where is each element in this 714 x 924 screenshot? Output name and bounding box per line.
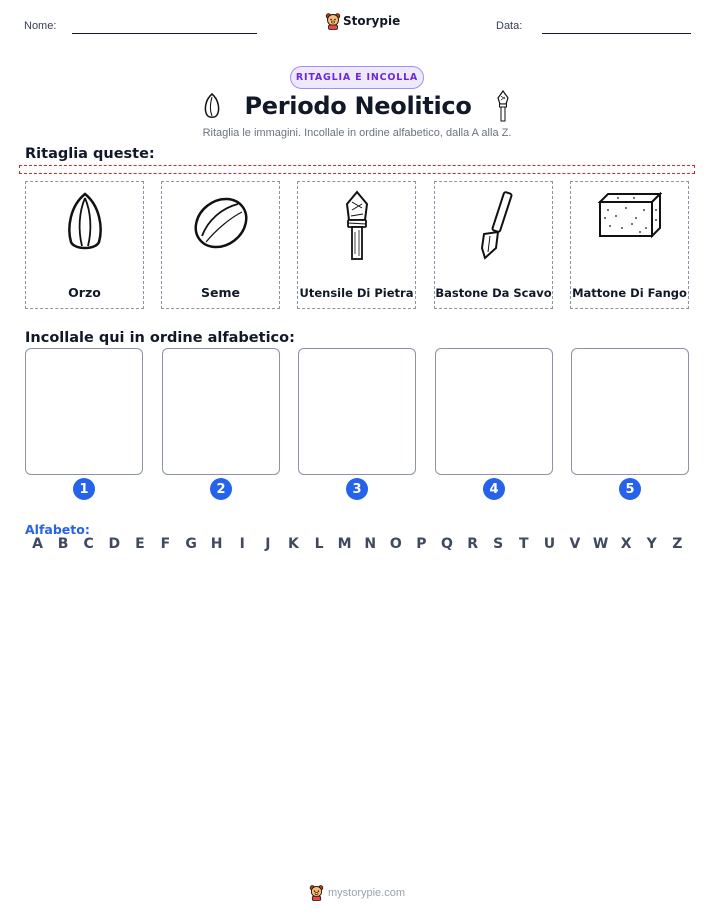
cut-card-bastone[interactable] (434, 181, 553, 309)
slot-number-2: 2 (210, 478, 232, 500)
cut-card-utensile[interactable] (297, 181, 416, 309)
alphabet-letter: T (519, 536, 529, 552)
paste-slot-2[interactable] (162, 348, 280, 475)
mud-brick-icon (596, 190, 664, 242)
card-label: Orzo (68, 285, 101, 300)
alphabet-letter: F (160, 536, 171, 552)
title-row (0, 90, 714, 122)
barley-grain-icon (62, 190, 108, 254)
alphabet-letter: Y (646, 536, 657, 552)
alphabet-letter: M (337, 536, 352, 552)
activity-badge: RITAGLIA E INCOLLA (290, 66, 424, 89)
alphabet-letter: K (288, 536, 299, 552)
alphabet-row (25, 536, 690, 552)
card-label: Bastone Da Scavo (435, 286, 552, 300)
alphabet-title: Alfabeto: (25, 522, 90, 537)
cut-line (19, 165, 695, 174)
bear-mascot-icon (309, 884, 324, 901)
alphabet-letter: H (210, 536, 223, 552)
card-label: Seme (201, 285, 240, 300)
alphabet-letter: G (185, 536, 197, 552)
stone-tool-icon (494, 90, 512, 122)
cut-card-seme[interactable] (161, 181, 280, 309)
alphabet-letter: R (467, 536, 478, 552)
slot-number-1: 1 (73, 478, 95, 500)
cut-section-title: Ritaglia queste: (25, 146, 155, 162)
card-label: Utensile Di Pietra (299, 286, 414, 300)
alphabet-letter: C (83, 536, 94, 552)
alphabet-letter: V (569, 536, 581, 552)
alphabet-letter: L (314, 536, 324, 552)
alphabet-letter: O (389, 536, 402, 552)
alphabet-letter: S (493, 536, 504, 552)
seed-icon (202, 92, 222, 120)
alphabet-letter: P (416, 536, 427, 552)
paste-slot-3[interactable] (298, 348, 416, 475)
alphabet-letter: X (620, 536, 632, 552)
paste-slot-1[interactable] (25, 348, 143, 475)
alphabet-letter: J (265, 536, 271, 552)
name-line[interactable] (72, 33, 257, 34)
name-label: Nome: (24, 20, 57, 32)
alphabet-letter: I (239, 536, 245, 552)
seed-icon (188, 190, 254, 256)
alphabet-letter: D (108, 536, 121, 552)
bear-mascot-icon (325, 12, 341, 30)
brand-logo (325, 12, 400, 30)
footer (0, 884, 714, 901)
cut-card-mattone[interactable] (570, 181, 689, 309)
instructions: Ritaglia le immagini. Incollale in ordine alfabetico, dalla A alla Z. (202, 127, 512, 139)
slot-number-5: 5 (619, 478, 641, 500)
brand-name: Storypie (343, 14, 401, 28)
paste-slot-4[interactable] (435, 348, 553, 475)
paste-section-title: Incollale qui in ordine alfabetico: (25, 330, 295, 346)
slot-number-4: 4 (483, 478, 505, 500)
slot-number-3: 3 (346, 478, 368, 500)
alphabet-letter: W (592, 536, 609, 552)
alphabet-letter: A (32, 536, 43, 552)
card-label: Mattone Di Fango (572, 286, 687, 300)
footer-link[interactable]: mystorypie.com (327, 886, 406, 899)
stone-tool-icon (337, 190, 377, 262)
alphabet-letter: N (364, 536, 377, 552)
alphabet-letter: Z (672, 536, 683, 552)
alphabet-letter: E (135, 536, 145, 552)
paste-slot-5[interactable] (571, 348, 689, 475)
date-label: Data: (496, 20, 523, 32)
digging-stick-icon (470, 190, 518, 262)
alphabet-letter: B (57, 536, 69, 552)
date-line[interactable] (542, 33, 691, 34)
page-title: Periodo Neolitico (244, 92, 472, 120)
alphabet-letter: U (543, 536, 556, 552)
alphabet-letter: Q (441, 536, 453, 552)
cut-card-orzo[interactable] (25, 181, 144, 309)
